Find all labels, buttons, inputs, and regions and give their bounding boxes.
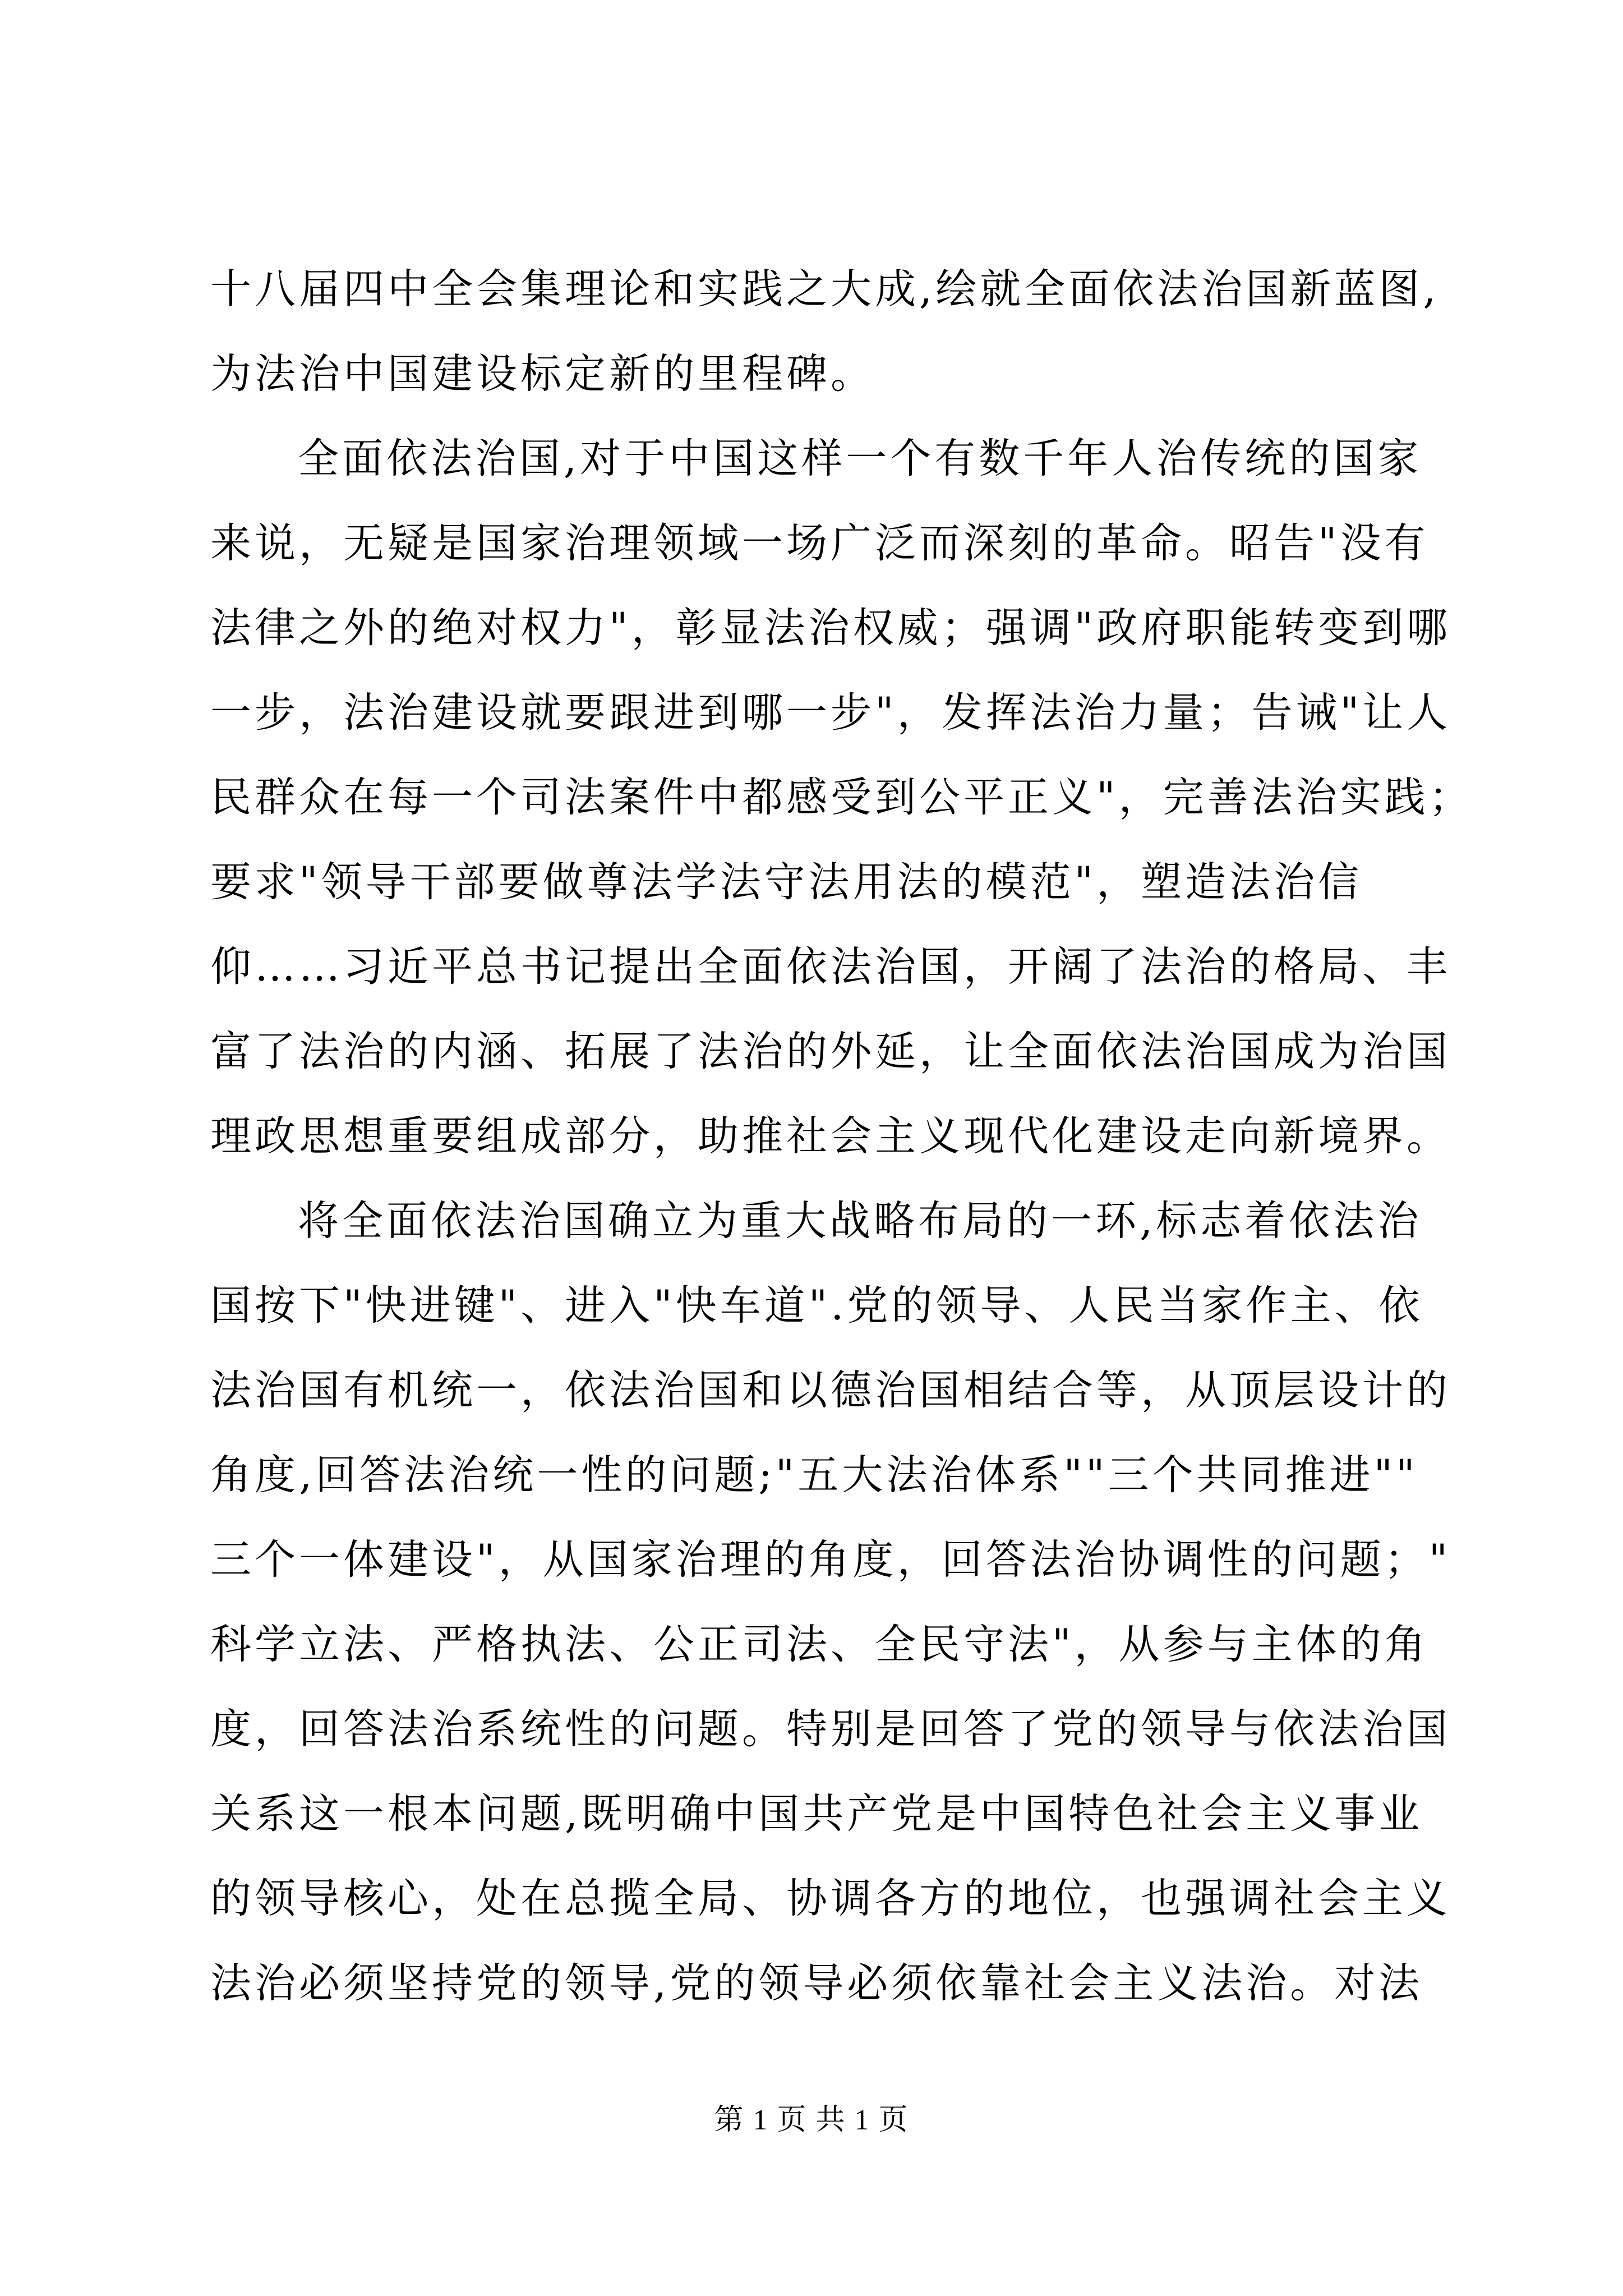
- text-line: 来说，无疑是国家治理领域一场广泛而深刻的革命。昭告"没有: [210, 519, 1429, 567]
- page-number-footer: 第 1 页 共 1 页: [714, 2104, 909, 2136]
- text-line: 理政思想重要组成部分，助推社会主义现代化建设走向新境界。: [210, 1112, 1451, 1160]
- text-line: 法治国有机统一，依法治国和以德治国相结合等，从顶层设计的: [210, 1366, 1451, 1414]
- text-line: 关系这一根本问题,既明确中国共产党是中国特色社会主义事业: [210, 1790, 1423, 1838]
- text-line: 法治必须坚持党的领导,党的领导必须依靠社会主义法治。对法: [210, 1959, 1423, 2007]
- text-line: 将全面依法治国确立为重大战略布局的一环,标志着依法治: [298, 1197, 1422, 1245]
- text-line: 度，回答法治系统性的问题。特别是回答了党的领导与依法治国: [210, 1705, 1451, 1753]
- text-line: 仰……习近平总书记提出全面依法治国，开阔了法治的格局、丰: [210, 943, 1451, 991]
- text-line: 一步，法治建设就要跟进到哪一步"，发挥法治力量；告诫"让人: [210, 689, 1451, 737]
- text-line: 为法治中国建设标定新的里程碑。: [210, 350, 875, 398]
- document-body: [210, 247, 1473, 2026]
- text-line: 角度,回答法治统一性的问题;"五大法治体系""三个共同推进"": [210, 1451, 1418, 1499]
- text-line: 的领导核心，处在总揽全局、协调各方的地位，也强调社会主义: [210, 1875, 1451, 1922]
- text-line: 法律之外的绝对权力"，彰显法治权威；强调"政府职能转变到哪: [210, 604, 1451, 652]
- text-line: 国按下"快进键"、进入"快车道".党的领导、人民当家作主、依: [210, 1282, 1423, 1329]
- text-line: 十八届四中全会集理论和实践之大成,绘就全面依法治国新蓝图,: [210, 265, 1440, 313]
- text-line: 科学立法、严格执法、公正司法、全民守法"，从参与主体的角: [210, 1621, 1429, 1668]
- text-line: 要求"领导干部要做尊法学法守法用法的模范"，塑造法治信: [210, 858, 1363, 906]
- text-line: 富了法治的内涵、拓展了法治的外延，让全面依法治国成为治国: [210, 1028, 1451, 1075]
- text-line: 三个一体建设"，从国家治理的角度，回答法治协调性的问题；": [210, 1536, 1451, 1584]
- text-line: 全面依法治国,对于中国这样一个有数千年人治传统的国家: [298, 435, 1422, 482]
- text-line: 民群众在每一个司法案件中都感受到公平正义"，完善法治实践；: [210, 774, 1473, 821]
